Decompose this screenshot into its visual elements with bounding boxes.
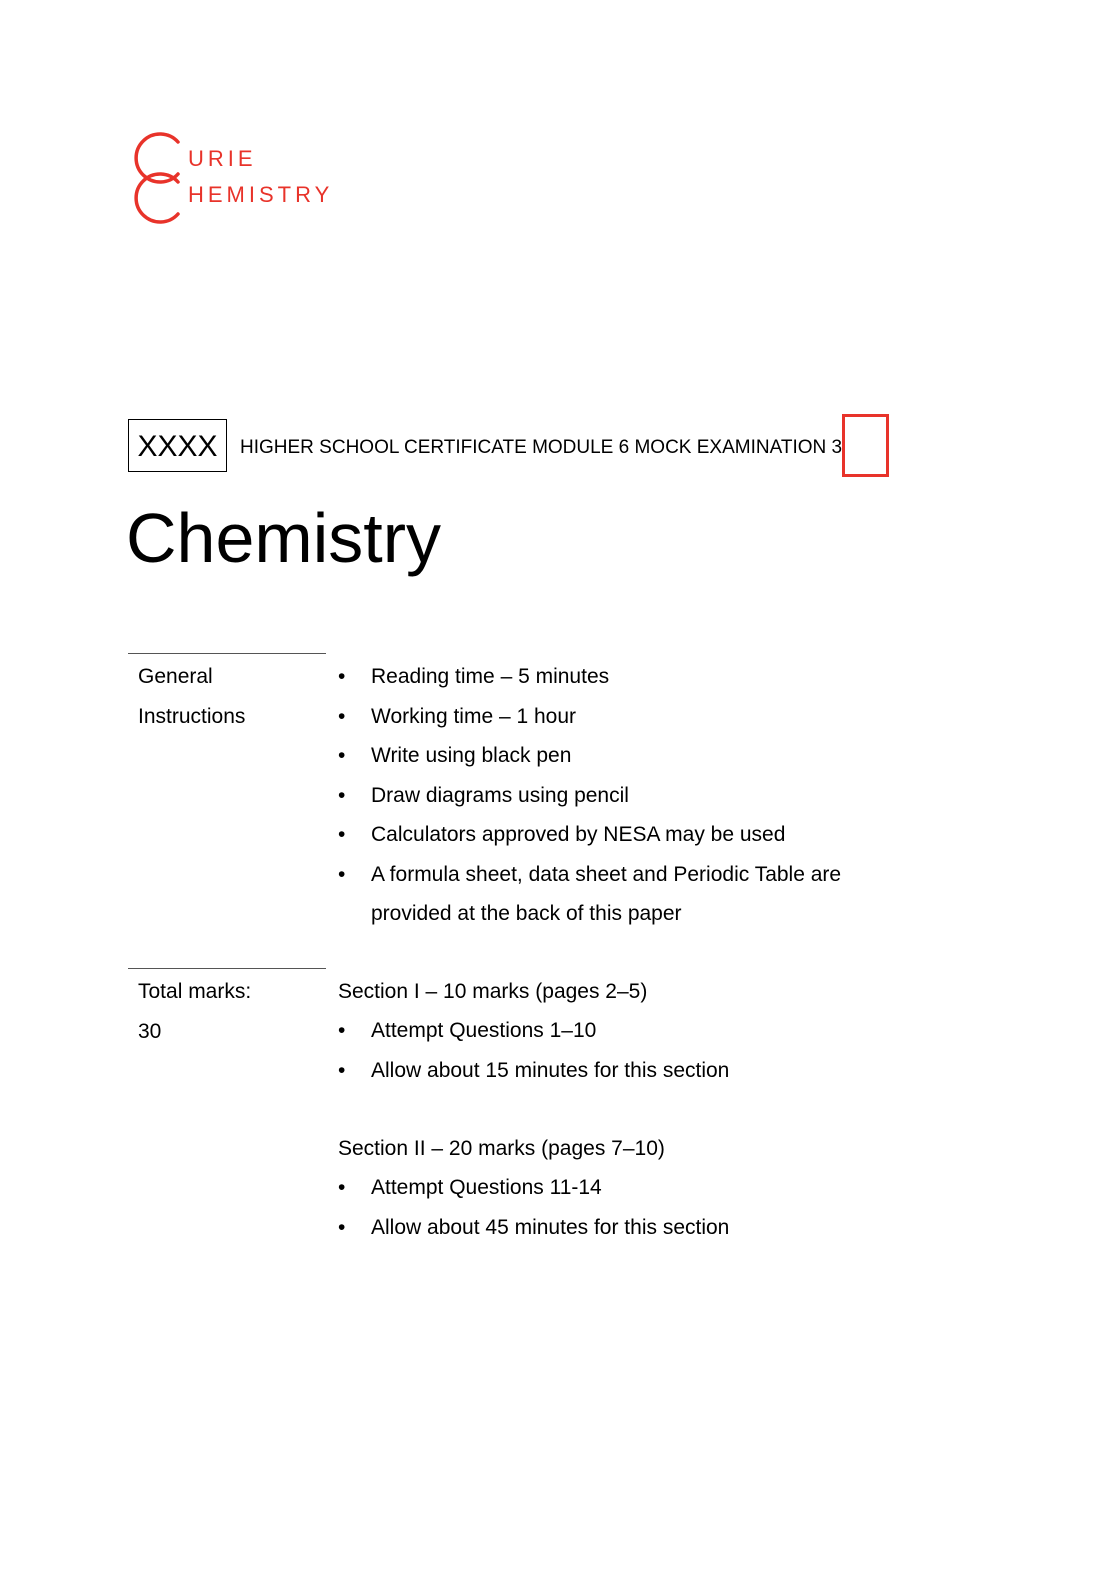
exam-title: HIGHER SCHOOL CERTIFICATE MODULE 6 MOCK EXAMINATION 3 xyxy=(240,437,843,458)
section1-pages: (pages 2–5) xyxy=(535,980,648,1003)
logo-text-line2: HEMISTRY xyxy=(188,182,334,207)
highlight-box xyxy=(842,414,889,477)
general-label-line1: General xyxy=(138,665,213,688)
section1-list xyxy=(338,1011,938,1090)
double-c-logo-icon xyxy=(126,128,186,228)
list-item: • Allow about 45 minutes for this section xyxy=(338,1208,938,1248)
section1-heading xyxy=(338,972,647,1012)
total-marks-label-line1: Total marks: xyxy=(138,980,252,1003)
section2-title: Section II – 20 marks xyxy=(338,1137,536,1160)
subject-title: Chemistry xyxy=(126,499,442,577)
total-marks-label xyxy=(138,972,251,1051)
exam-code-box: XXXX xyxy=(128,419,227,472)
total-marks-value: 30 xyxy=(138,1019,162,1043)
list-item: • Attempt Questions 1–10 xyxy=(338,1011,938,1051)
section2-heading xyxy=(338,1129,665,1169)
section2-pages: (pages 7–10) xyxy=(541,1137,665,1160)
divider-general xyxy=(128,653,326,654)
list-item: • Reading time – 5 minutes xyxy=(338,657,938,697)
general-label-line2: Instructions xyxy=(138,704,246,728)
section2-list xyxy=(338,1168,938,1247)
list-item: • Calculators approved by NESA may be used xyxy=(338,815,938,855)
general-instructions-label xyxy=(138,657,245,736)
general-instructions-list xyxy=(338,657,938,934)
divider-marks xyxy=(128,968,326,969)
list-item: • Draw diagrams using pencil xyxy=(338,776,938,816)
logo-text-line1: URIE xyxy=(188,146,257,171)
list-item: • A formula sheet, data sheet and Periodic Table are provided at the back of this paper xyxy=(338,855,891,934)
section1-title: Section I – 10 marks xyxy=(338,980,530,1003)
list-item: • Working time – 1 hour xyxy=(338,697,938,737)
list-item: • Allow about 15 minutes for this section xyxy=(338,1051,938,1091)
curie-chemistry-logo xyxy=(126,128,366,228)
list-item: • Attempt Questions 11-14 xyxy=(338,1168,938,1208)
list-item: • Write using black pen xyxy=(338,736,938,776)
